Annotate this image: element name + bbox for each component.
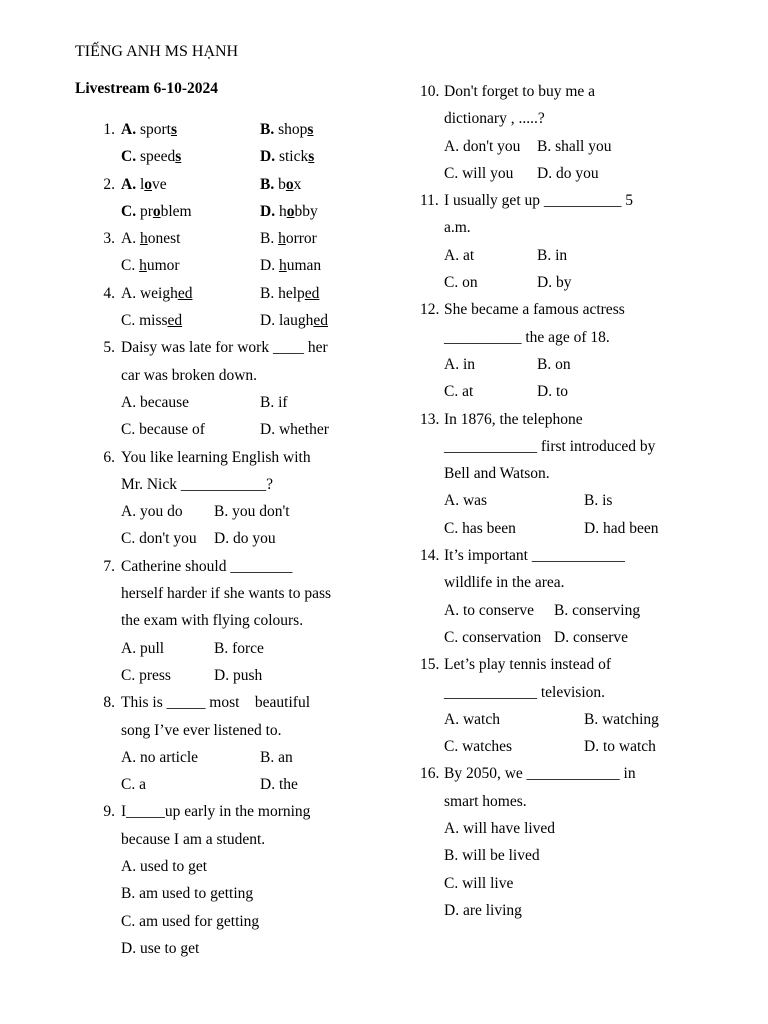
option-d: D. laughed bbox=[260, 312, 329, 330]
question-15-options-1 bbox=[420, 706, 720, 733]
option-a: A. no article bbox=[121, 748, 199, 766]
option-c: C. will you bbox=[444, 164, 514, 182]
question-10-stem-2 bbox=[420, 105, 720, 132]
option-c: C. because of bbox=[121, 421, 205, 439]
option-b: B. helped bbox=[260, 284, 320, 302]
question-text: Daisy was late for work ____ her bbox=[121, 339, 328, 357]
option-d: D. do you bbox=[214, 530, 276, 548]
question-text: car was broken down. bbox=[121, 366, 258, 384]
option-d: D. had been bbox=[584, 519, 659, 537]
question-7-options-1 bbox=[75, 635, 375, 662]
option-d: D. use to get bbox=[121, 939, 200, 957]
option-d: D. conserve bbox=[554, 628, 629, 646]
option-d: D. human bbox=[260, 257, 322, 275]
question-5-options-2 bbox=[75, 416, 375, 443]
option-d: D. by bbox=[537, 274, 572, 292]
question-11-options-2 bbox=[420, 269, 720, 296]
option-b: B. conserving bbox=[554, 601, 641, 619]
question-15-stem-2 bbox=[420, 679, 720, 706]
question-14-stem-2 bbox=[420, 569, 720, 596]
option-d: D. to bbox=[537, 383, 568, 401]
question-16-option-c bbox=[420, 870, 720, 897]
question-text: In 1876, the telephone bbox=[444, 410, 583, 428]
option-b: B. am used to getting bbox=[121, 885, 254, 903]
question-number: 3. bbox=[103, 230, 115, 248]
question-1-row-2 bbox=[75, 143, 375, 170]
option-a: A. was bbox=[444, 492, 488, 510]
question-13-options-1 bbox=[420, 487, 720, 514]
question-text: herself harder if she wants to pass bbox=[121, 585, 332, 603]
question-number: 10. bbox=[420, 83, 440, 100]
question-number: 14. bbox=[420, 547, 440, 565]
question-8-options-2 bbox=[75, 771, 375, 798]
option-b: B. will be lived bbox=[444, 847, 540, 865]
question-7-stem-1 bbox=[75, 553, 375, 580]
question-3-row-1 bbox=[75, 225, 375, 252]
option-a: A. don't you bbox=[444, 137, 521, 155]
question-12-options-2 bbox=[420, 378, 720, 405]
option-c: C. will live bbox=[444, 874, 514, 892]
question-number: 6. bbox=[103, 448, 115, 466]
question-number: 15. bbox=[420, 656, 440, 674]
question-text: Don't forget to buy me a bbox=[444, 83, 596, 100]
option-c: C. am used for getting bbox=[121, 912, 260, 930]
option-d: D. do you bbox=[537, 164, 599, 182]
question-7-stem-3 bbox=[75, 607, 375, 634]
option-d: D. to watch bbox=[584, 738, 656, 756]
option-b: B. you don't bbox=[214, 503, 290, 521]
question-6-options-1 bbox=[75, 498, 375, 525]
question-5-stem-1 bbox=[75, 334, 375, 361]
option-c: C. missed bbox=[121, 312, 183, 330]
option-c: C. on bbox=[444, 274, 478, 292]
option-c: C. problem bbox=[121, 202, 192, 220]
option-d: D. the bbox=[260, 776, 298, 794]
option-a: A. pull bbox=[121, 639, 165, 657]
option-a: A. you do bbox=[121, 503, 183, 521]
page-header: TIẾNG ANH MS HẠNH bbox=[75, 43, 239, 60]
option-a: A. to conserve bbox=[444, 601, 534, 619]
question-10-stem-1 bbox=[420, 78, 720, 105]
option-c: C. at bbox=[444, 383, 474, 401]
question-9-option-a bbox=[75, 853, 375, 880]
question-number: 5. bbox=[103, 339, 115, 357]
question-text: Mr. Nick ___________? bbox=[121, 475, 273, 493]
option-b: B. if bbox=[260, 393, 288, 411]
option-b: B. shops bbox=[260, 121, 314, 138]
question-text: the exam with flying colours. bbox=[121, 612, 304, 630]
option-d: D. hobby bbox=[260, 202, 318, 220]
option-d: D. whether bbox=[260, 421, 329, 439]
option-a: A. sports bbox=[121, 121, 177, 138]
question-number: 11. bbox=[420, 192, 439, 210]
question-text: ____________ television. bbox=[444, 683, 606, 701]
option-c: C. has been bbox=[444, 519, 516, 537]
livestream-title: Livestream 6-10-2024 bbox=[75, 80, 219, 97]
question-8-stem-2 bbox=[75, 717, 375, 744]
question-number: 9. bbox=[103, 803, 115, 821]
question-12-stem-2 bbox=[420, 324, 720, 351]
question-4-row-1 bbox=[75, 280, 375, 307]
question-text: She became a famous actress bbox=[444, 301, 625, 319]
option-c: C. don't you bbox=[121, 530, 197, 548]
question-text: __________ the age of 18. bbox=[444, 328, 610, 346]
question-6-stem-2 bbox=[75, 471, 375, 498]
question-text: I usually get up __________ 5 bbox=[444, 192, 633, 210]
question-8-stem-1 bbox=[75, 689, 375, 716]
question-16-stem-2 bbox=[420, 788, 720, 815]
question-8-options-1 bbox=[75, 744, 375, 771]
option-c: C. watches bbox=[444, 738, 513, 756]
question-9-stem-1 bbox=[75, 798, 375, 825]
question-15-options-2 bbox=[420, 733, 720, 760]
option-b: B. on bbox=[537, 355, 571, 373]
question-9-stem-2 bbox=[75, 826, 375, 853]
question-16-option-b bbox=[420, 842, 720, 869]
question-number: 8. bbox=[103, 694, 115, 712]
option-b: B. an bbox=[260, 748, 293, 766]
option-a: A. watch bbox=[444, 710, 500, 728]
question-text: wildlife in the area. bbox=[444, 574, 565, 592]
question-2-row-1 bbox=[75, 171, 375, 198]
question-text: This is _____ most beautiful bbox=[121, 694, 311, 712]
option-b: B. force bbox=[214, 639, 264, 657]
question-text: song I’ve ever listened to. bbox=[121, 721, 282, 739]
question-7-stem-2 bbox=[75, 580, 375, 607]
question-number: 12. bbox=[420, 301, 440, 319]
question-7-options-2 bbox=[75, 662, 375, 689]
question-text: Bell and Watson. bbox=[444, 465, 550, 483]
question-13-stem-2 bbox=[420, 433, 720, 460]
option-c: C. speeds bbox=[121, 148, 182, 166]
question-1-row-1 bbox=[75, 116, 375, 143]
option-a: A. used to get bbox=[121, 858, 208, 876]
option-d: D. push bbox=[214, 666, 263, 684]
question-9-option-d bbox=[75, 935, 375, 962]
question-11-stem-1 bbox=[420, 187, 720, 214]
option-c: C. humor bbox=[121, 257, 180, 275]
question-13-stem-1 bbox=[420, 406, 720, 433]
question-text: I_____up early in the morning bbox=[121, 803, 311, 821]
question-16-stem-1 bbox=[420, 760, 720, 787]
option-a: A. weighed bbox=[121, 284, 193, 302]
question-9-option-b bbox=[75, 880, 375, 907]
question-number: 13. bbox=[420, 410, 440, 428]
question-13-options-2 bbox=[420, 515, 720, 542]
question-number: 1. bbox=[103, 121, 115, 138]
question-15-stem-1 bbox=[420, 651, 720, 678]
question-text: because I am a student. bbox=[121, 830, 266, 848]
question-text: Catherine should ________ bbox=[121, 557, 293, 575]
question-number: 7. bbox=[103, 557, 115, 575]
question-number: 2. bbox=[103, 175, 115, 193]
question-10-options-2 bbox=[420, 160, 720, 187]
option-b: B. horror bbox=[260, 230, 317, 248]
question-2-row-2 bbox=[75, 198, 375, 225]
question-16-option-a bbox=[420, 815, 720, 842]
question-12-stem-1 bbox=[420, 296, 720, 323]
option-b: B. box bbox=[260, 175, 302, 193]
question-12-options-1 bbox=[420, 351, 720, 378]
question-14-options-1 bbox=[420, 597, 720, 624]
left-column bbox=[75, 116, 375, 962]
question-16-option-d bbox=[420, 897, 720, 924]
option-c: C. a bbox=[121, 776, 146, 794]
question-5-options-1 bbox=[75, 389, 375, 416]
question-text: Let’s play tennis instead of bbox=[444, 656, 612, 674]
question-text: dictionary , .....? bbox=[444, 110, 545, 128]
question-9-option-c bbox=[75, 908, 375, 935]
question-6-stem-1 bbox=[75, 444, 375, 471]
question-4-row-2 bbox=[75, 307, 375, 334]
question-13-stem-3 bbox=[420, 460, 720, 487]
option-c: C. press bbox=[121, 666, 171, 684]
question-text: ____________ first introduced by bbox=[444, 437, 656, 455]
question-10-options-1 bbox=[420, 133, 720, 160]
option-c: C. conservation bbox=[444, 628, 542, 646]
option-b: B. watching bbox=[584, 710, 659, 728]
question-text: You like learning English with bbox=[121, 448, 311, 466]
question-number: 4. bbox=[103, 284, 115, 302]
option-a: A. at bbox=[444, 246, 475, 264]
option-a: A. honest bbox=[121, 230, 181, 248]
question-11-stem-2 bbox=[420, 214, 720, 241]
question-11-options-1 bbox=[420, 242, 720, 269]
option-b: B. in bbox=[537, 246, 568, 264]
option-d: D. sticks bbox=[260, 148, 315, 166]
question-text: By 2050, we ____________ in bbox=[444, 765, 636, 783]
option-a: A. in bbox=[444, 355, 475, 373]
question-number: 16. bbox=[420, 765, 440, 783]
question-text: It’s important ____________ bbox=[444, 547, 625, 565]
right-column bbox=[420, 78, 720, 924]
question-text: a.m. bbox=[444, 219, 471, 237]
question-5-stem-2 bbox=[75, 362, 375, 389]
question-14-stem-1 bbox=[420, 542, 720, 569]
option-d: D. are living bbox=[444, 901, 522, 919]
question-6-options-2 bbox=[75, 525, 375, 552]
question-14-options-2 bbox=[420, 624, 720, 651]
option-a: A. because bbox=[121, 393, 189, 411]
option-a: A. will have lived bbox=[444, 820, 556, 838]
question-3-row-2 bbox=[75, 252, 375, 279]
option-a: A. love bbox=[121, 175, 167, 193]
question-text: smart homes. bbox=[444, 792, 527, 810]
option-b: B. shall you bbox=[537, 137, 612, 155]
option-b: B. is bbox=[584, 492, 613, 510]
